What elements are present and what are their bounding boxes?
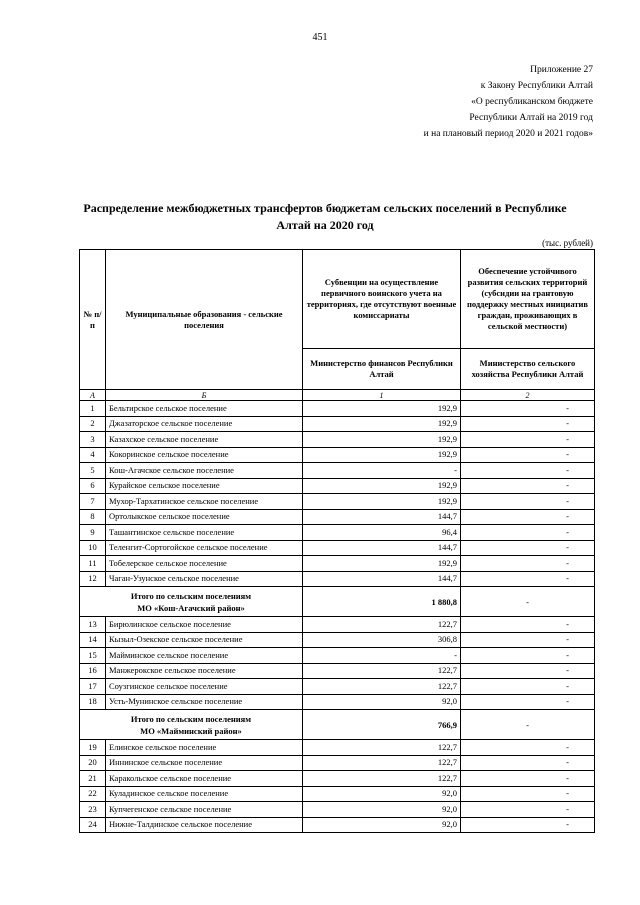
table-row (80, 494, 595, 510)
annex-line: Республики Алтай на 2019 год (469, 113, 593, 123)
subvention-value: - (303, 463, 461, 479)
table-row (80, 617, 595, 633)
settlement-name: Тобелерское сельское поселение (106, 556, 303, 572)
table-row (80, 401, 595, 417)
subsidy-value: - (461, 509, 595, 525)
subsidy-value: - (461, 817, 595, 833)
settlement-name: Соузгинское сельское поселение (106, 679, 303, 695)
subvention-value: 92,0 (303, 817, 461, 833)
subsidy-value: - (461, 463, 595, 479)
table-row (80, 447, 595, 463)
table-row (80, 416, 595, 432)
subvention-value: 122,7 (303, 679, 461, 695)
row-number: 14 (80, 632, 106, 648)
settlement-name: Теленгит-Сортогойское сельское поселение (106, 540, 303, 556)
settlement-name: Бирюлинское сельское поселение (106, 617, 303, 633)
header-col2: Обеспечение устойчивого развития сельских территорий (субсидии на грантовую поддержку местных инициатив граждан, проживающих в сельской местности) (461, 250, 595, 349)
subvention-value: 122,7 (303, 663, 461, 679)
subsidy-value: - (461, 416, 595, 432)
settlement-name: Иннинское сельское поселение (106, 755, 303, 771)
row-number: 1 (80, 401, 106, 417)
table-row (80, 556, 595, 572)
row-number: 4 (80, 447, 106, 463)
total-label-line: МО «Кош-Агачский район» (137, 602, 245, 613)
row-number: 12 (80, 571, 106, 587)
subsidy-value: - (461, 755, 595, 771)
subsidy-value: - (461, 648, 595, 664)
subvention-value: 122,7 (303, 755, 461, 771)
settlement-name: Курайское сельское поселение (106, 478, 303, 494)
settlement-name: Ташантинское сельское поселение (106, 525, 303, 541)
row-number: 16 (80, 663, 106, 679)
header-num: № п/п (80, 250, 106, 390)
table-row (80, 771, 595, 787)
subvention-value: 192,9 (303, 447, 461, 463)
column-letter: 1 (303, 390, 461, 401)
subvention-value: 144,7 (303, 509, 461, 525)
subvention-value: - (303, 648, 461, 664)
subvention-value: 122,7 (303, 617, 461, 633)
annex-line: Приложение 27 (530, 65, 593, 75)
row-number: 7 (80, 494, 106, 510)
table-row (80, 540, 595, 556)
subsidy-value: - (461, 740, 595, 756)
annex-line: и на плановый период 2020 и 2021 годов» (423, 129, 593, 139)
subvention-value: 192,9 (303, 401, 461, 417)
annex-line: к Закону Республики Алтай (480, 81, 593, 91)
row-number: 21 (80, 771, 106, 787)
table-body (80, 401, 595, 833)
settlement-name: Купчегенское сельское поселение (106, 802, 303, 818)
total-label-line: Итого по сельским поселениям (130, 713, 252, 724)
settlement-name: Кызыл-Озекское сельское поселение (106, 632, 303, 648)
subvention-value: 306,8 (303, 632, 461, 648)
settlement-name: Мухор-Тархатинское сельское поселение (106, 494, 303, 510)
subsidy-value: - (461, 679, 595, 695)
subsidy-value: - (461, 694, 595, 710)
column-letter: Б (106, 390, 303, 401)
subvention-value: 122,7 (303, 771, 461, 787)
header-col1: Субвенции на осуществление первичного воинского учета на территориях, где отсутствуют военные комиссариаты (303, 250, 461, 349)
subsidy-value: - (461, 447, 595, 463)
subsidy-value: - (461, 401, 595, 417)
column-letter: А (80, 390, 106, 401)
row-number: 20 (80, 755, 106, 771)
table-row (80, 694, 595, 710)
subsidy-value: - (461, 525, 595, 541)
settlement-name: Чаган-Узунское сельское поселение (106, 571, 303, 587)
row-number: 3 (80, 432, 106, 448)
header-col2-ministry: Министерство сельского хозяйства Республики Алтай (461, 349, 595, 390)
settlement-name: Кош-Агачское сельское поселение (106, 463, 303, 479)
annex-line: «О республиканском бюджете (471, 97, 593, 107)
table-row (80, 786, 595, 802)
table-row (80, 478, 595, 494)
settlement-name: Каракольское сельское поселение (106, 771, 303, 787)
settlement-name: Джазаторское сельское поселение (106, 416, 303, 432)
table-row (80, 571, 595, 587)
total-subvention-value: 766,9 (303, 710, 461, 740)
subvention-value: 192,9 (303, 494, 461, 510)
subsidy-value: - (461, 432, 595, 448)
subvention-value: 92,0 (303, 694, 461, 710)
table-row (80, 817, 595, 833)
row-number: 24 (80, 817, 106, 833)
subvention-value: 92,0 (303, 786, 461, 802)
subvention-value: 92,0 (303, 802, 461, 818)
total-subsidy-value: - (461, 587, 595, 617)
row-number: 11 (80, 556, 106, 572)
row-number: 9 (80, 525, 106, 541)
row-number: 17 (80, 679, 106, 695)
settlement-name: Нижне-Талдинское сельское поселение (106, 817, 303, 833)
settlement-name: Бельтирское сельское поселение (106, 401, 303, 417)
annex-header (424, 62, 593, 142)
row-number: 5 (80, 463, 106, 479)
settlement-name: Майминское сельское поселение (106, 648, 303, 664)
table-row (80, 632, 595, 648)
table-row (80, 679, 595, 695)
column-letter: 2 (461, 390, 595, 401)
settlement-name: Кокоринское сельское поселение (106, 447, 303, 463)
subvention-value: 192,9 (303, 416, 461, 432)
subsidy-value: - (461, 571, 595, 587)
table-row (80, 463, 595, 479)
table-row (80, 648, 595, 664)
table-row (80, 432, 595, 448)
settlement-name: Казахское сельское поселение (106, 432, 303, 448)
subsidy-value: - (461, 478, 595, 494)
header-name: Муниципальные образования - сельские поселения (106, 250, 303, 390)
table-row (80, 525, 595, 541)
settlement-name: Усть-Мунинское сельское поселение (106, 694, 303, 710)
table-row (80, 802, 595, 818)
total-row (80, 710, 595, 740)
units-label: (тыс. рублей) (542, 238, 593, 248)
settlement-name: Елинское сельское поселение (106, 740, 303, 756)
subvention-value: 192,9 (303, 432, 461, 448)
total-label-line: Итого по сельским поселениям (130, 590, 252, 601)
settlement-name: Ортолыкское сельское поселение (106, 509, 303, 525)
subvention-value: 144,7 (303, 540, 461, 556)
title-line: Распределение межбюджетных трансфертов бюджетам сельских поселений в Республике (83, 201, 567, 215)
row-number: 19 (80, 740, 106, 756)
title-line: Алтай на 2020 год (276, 218, 374, 232)
subsidy-value: - (461, 802, 595, 818)
row-number: 15 (80, 648, 106, 664)
settlement-name: Куладинское сельское поселение (106, 786, 303, 802)
header-col1-ministry: Министерство финансов Республики Алтай (303, 349, 461, 390)
total-subsidy-value: - (461, 710, 595, 740)
row-number: 18 (80, 694, 106, 710)
subvention-value: 144,7 (303, 571, 461, 587)
total-label (80, 587, 303, 617)
table-row (80, 509, 595, 525)
subsidy-value: - (461, 494, 595, 510)
table-row (80, 663, 595, 679)
row-number: 23 (80, 802, 106, 818)
document-title (80, 200, 570, 234)
table-row (80, 740, 595, 756)
total-label-line: МО «Майминский район» (140, 725, 242, 736)
row-number: 6 (80, 478, 106, 494)
subvention-value: 192,9 (303, 478, 461, 494)
subsidy-value: - (461, 632, 595, 648)
total-label (80, 710, 303, 740)
page-number: 451 (312, 32, 328, 43)
settlement-name: Манжерокское сельское поселение (106, 663, 303, 679)
row-number: 13 (80, 617, 106, 633)
subsidy-value: - (461, 540, 595, 556)
total-subvention-value: 1 880,8 (303, 587, 461, 617)
total-row (80, 587, 595, 617)
transfers-table (79, 249, 595, 833)
subvention-value: 192,9 (303, 556, 461, 572)
subsidy-value: - (461, 556, 595, 572)
row-number: 22 (80, 786, 106, 802)
subsidy-value: - (461, 663, 595, 679)
row-number: 10 (80, 540, 106, 556)
subsidy-value: - (461, 786, 595, 802)
subsidy-value: - (461, 617, 595, 633)
row-number: 2 (80, 416, 106, 432)
subvention-value: 96,4 (303, 525, 461, 541)
subsidy-value: - (461, 771, 595, 787)
row-number: 8 (80, 509, 106, 525)
subvention-value: 122,7 (303, 740, 461, 756)
table-row (80, 755, 595, 771)
